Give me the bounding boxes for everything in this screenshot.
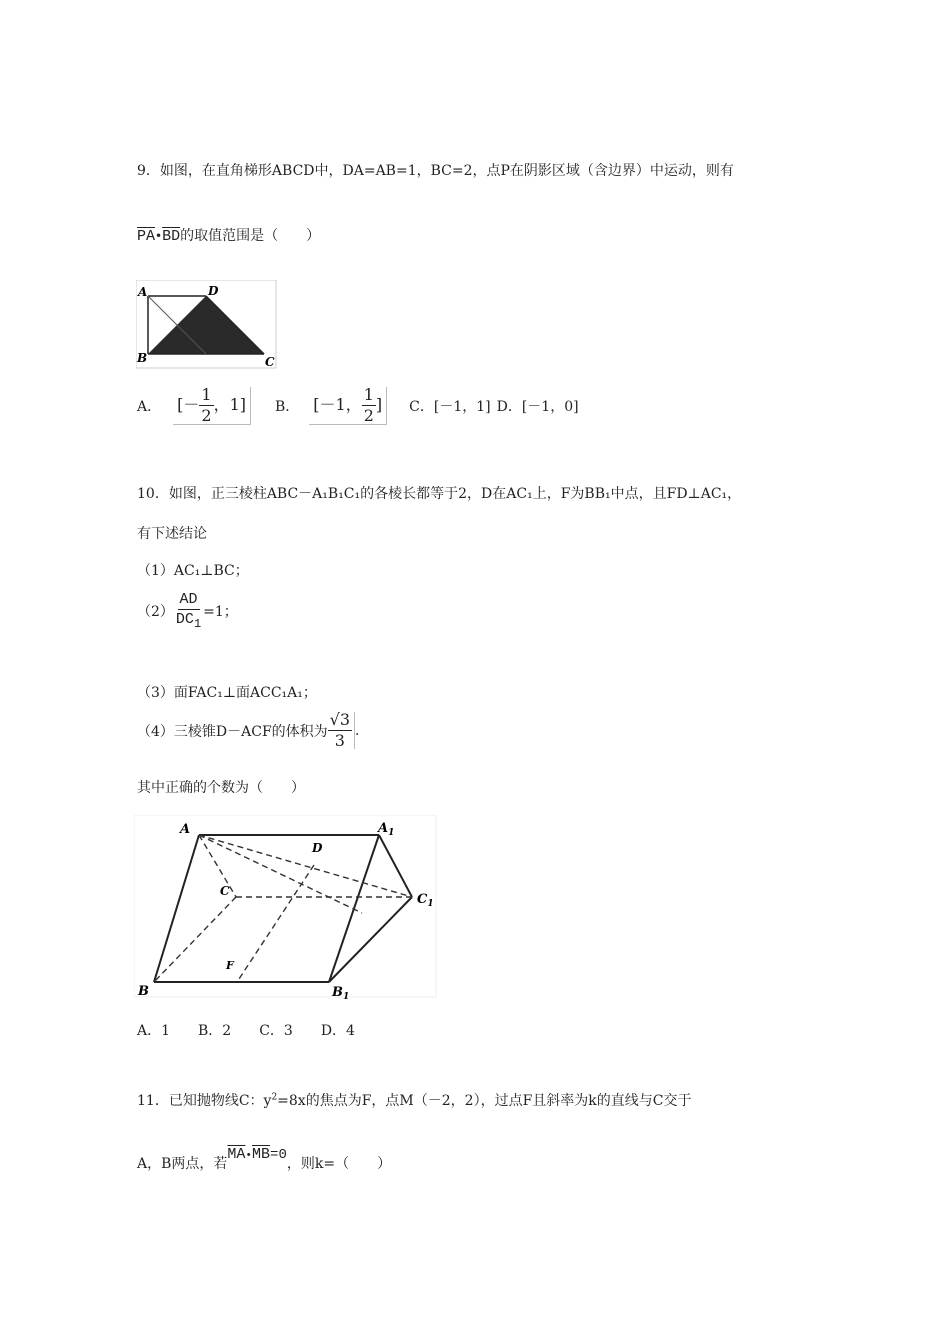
label-a1: $A_1$: [378, 821, 395, 838]
option-c: C．[－1，1]: [409, 399, 491, 415]
label-f: F: [226, 959, 234, 972]
q10-statement-3: （3）面FAC₁⊥面ACC₁A₁；: [137, 685, 317, 701]
label-b1: $B_1$: [332, 985, 350, 999]
option-a-value: [－ $\frac{1}{2}$ ，1]: [173, 387, 251, 425]
q9-stem-rest: 的取值范围是（ ）: [180, 228, 321, 244]
label-a: A: [180, 822, 191, 837]
label-d: D: [208, 284, 219, 298]
vector-bd: $\overline{BD}$: [162, 228, 181, 245]
q11-stem-line1: 11．已知抛物线C：$y^2=8x$的焦点为F，点M（－2，2），过点F且斜率为k的直线与C交于: [137, 1092, 692, 1109]
q10-stem-line1: 10．如图，正三棱柱ABC－A₁B₁C₁的各棱长都等于2，D在AC₁上，F为BB₁中点，且FD⊥AC₁，: [137, 486, 742, 502]
label-b: B: [138, 984, 149, 999]
option-a-label: A．: [137, 399, 162, 415]
fraction-denominator: $DC_1$: [175, 611, 202, 631]
option-d: D．[－1，0]: [496, 399, 579, 415]
vector-mb: $\overline{MB}$: [252, 1146, 271, 1163]
q9-stem-line1: 9．如图，在直角梯形ABCD中，DA=AB=1，BC=2，点P在阴影区域（含边界）中运动，则有: [137, 163, 734, 179]
q10-options: A．1 B．2 C．3 D．4: [137, 1023, 355, 1039]
dot-operator: •: [155, 229, 163, 243]
q10-question: 其中正确的个数为（ ）: [137, 780, 305, 796]
q9-options: [137, 386, 579, 426]
vector-pa: $\overline{PA}$: [137, 228, 156, 245]
label-c1: $C_1$: [417, 892, 434, 909]
label-c: C: [220, 884, 230, 898]
label-b: B: [137, 351, 148, 365]
q10-stem-line2: 有下述结论: [137, 526, 207, 542]
q10-statement-4: （4）三棱锥D－ACF的体积为 $\frac{√3}{3}$ .: [137, 710, 360, 750]
option-b-value: [－1， $\frac{1}{2}$ ]: [309, 387, 387, 425]
q11-stem-line2: A，B两点，若$\overline{MA}•\overline{MB}=0$，则k=（ ）: [137, 1146, 392, 1172]
q10-statement-2: （2） $\frac{AD}{DC_1}$ =1；: [137, 591, 238, 631]
q10-prism-figure: [134, 815, 438, 999]
option-b-label: B．: [275, 399, 300, 415]
q9-trapezoid-figure: [136, 280, 278, 370]
fraction-numerator: AD: [179, 591, 198, 608]
q10-statement-1: （1）AC₁⊥BC；: [137, 563, 249, 579]
q9-stem-line2: [137, 225, 320, 245]
label-d: D: [312, 841, 323, 855]
sqrt-three: √3: [329, 710, 351, 729]
label-c: C: [265, 355, 275, 369]
vector-ma: $\overline{MA}$: [227, 1146, 246, 1163]
label-a: A: [138, 285, 148, 299]
